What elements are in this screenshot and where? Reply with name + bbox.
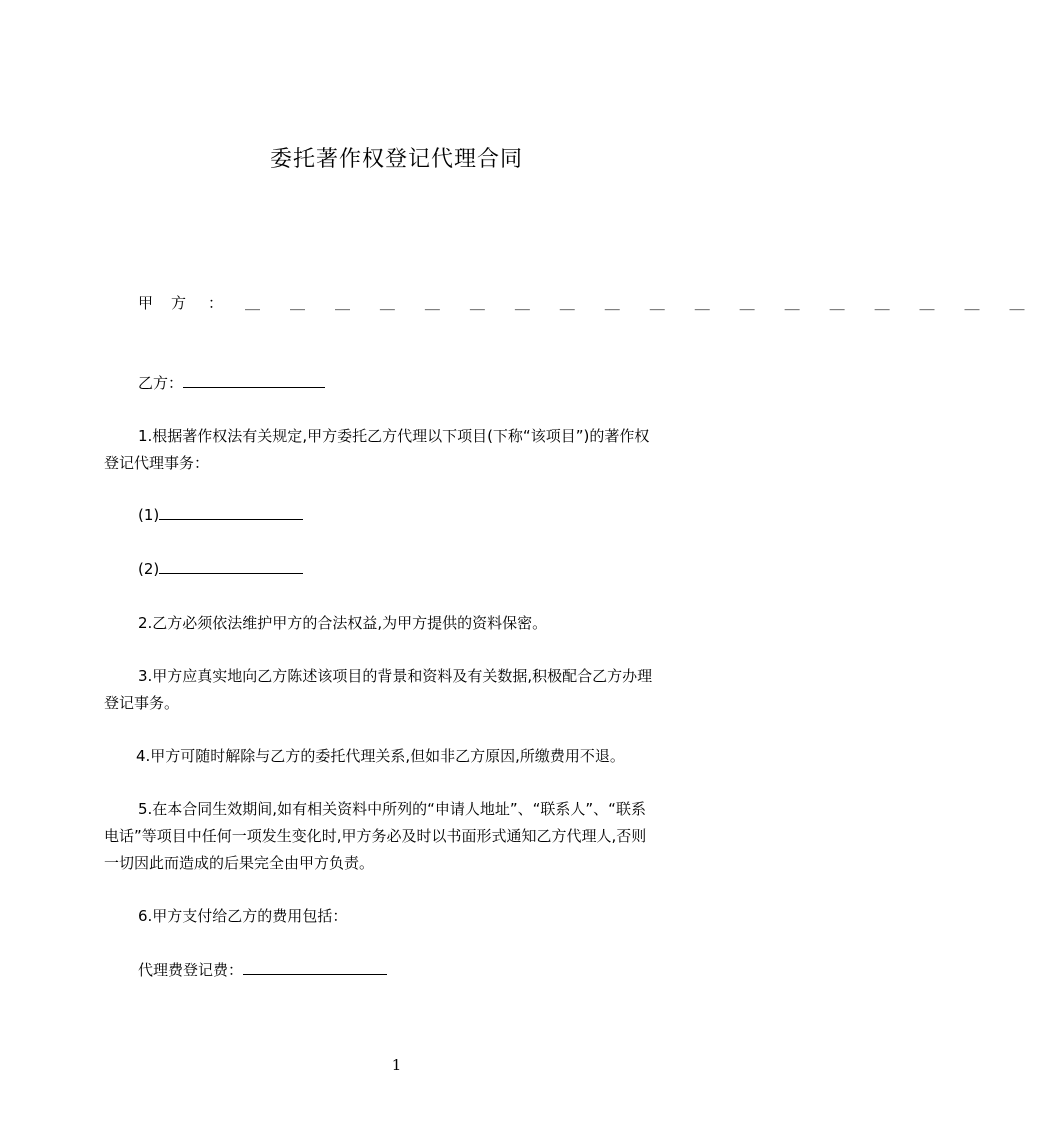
clause-1-line-2: 登记代理事务： bbox=[104, 454, 210, 472]
fee-blank bbox=[243, 960, 387, 975]
party-a-colon: ： bbox=[208, 294, 224, 312]
clause-3-line-1: 3.甲方应真实地向乙方陈述该项目的背景和资料及有关数据,积极配合乙方办理 bbox=[138, 667, 653, 685]
fee-line bbox=[138, 959, 387, 980]
page-number: 1 bbox=[391, 1056, 402, 1074]
clause-5-line-3: 一切因此而造成的后果完全由甲方负责。 bbox=[104, 854, 375, 872]
clause-3-line-2: 登记事务。 bbox=[104, 694, 180, 712]
party-a-line bbox=[138, 292, 1037, 313]
document-title: 委托著作权登记代理合同 bbox=[269, 147, 523, 172]
party-b-label: 乙方： bbox=[138, 374, 184, 392]
clause-2: 2.乙方必须依法维护甲方的合法权益,为甲方提供的资料保密。 bbox=[138, 614, 548, 632]
party-a-label: 甲方 bbox=[138, 294, 205, 312]
item-1-blank bbox=[159, 505, 303, 520]
fee-label: 代理费登记费： bbox=[138, 961, 244, 979]
party-b-line bbox=[138, 372, 325, 393]
item-2-blank bbox=[159, 559, 303, 574]
clause-6: 6.甲方支付给乙方的费用包括： bbox=[138, 907, 348, 925]
clause-5-line-1: 5.在本合同生效期间,如有相关资料中所列的“申请人地址”、“联系人”、“联系 bbox=[138, 800, 646, 818]
item-1-label: (1) bbox=[138, 506, 160, 524]
item-2-label: (2) bbox=[138, 560, 160, 578]
clause-4: 4.甲方可随时解除与乙方的委托代理关系,但如非乙方原因,所缴费用不退。 bbox=[136, 747, 625, 765]
party-b-blank bbox=[183, 373, 325, 388]
item-2-line bbox=[138, 559, 303, 578]
clause-5-line-2: 电话”等项目中任何一项发生变化时,甲方务必及时以书面形式通知乙方代理人,否则 bbox=[104, 827, 647, 845]
party-a-blank: ＿ ＿ ＿ ＿ ＿ ＿ ＿ ＿ ＿ ＿ ＿ ＿ ＿ ＿ ＿ ＿ ＿ ＿ bbox=[245, 294, 1037, 312]
item-1-line bbox=[138, 505, 303, 524]
clause-1-line-1: 1.根据著作权法有关规定,甲方委托乙方代理以下项目(下称“该项目”)的著作权 bbox=[138, 427, 650, 445]
